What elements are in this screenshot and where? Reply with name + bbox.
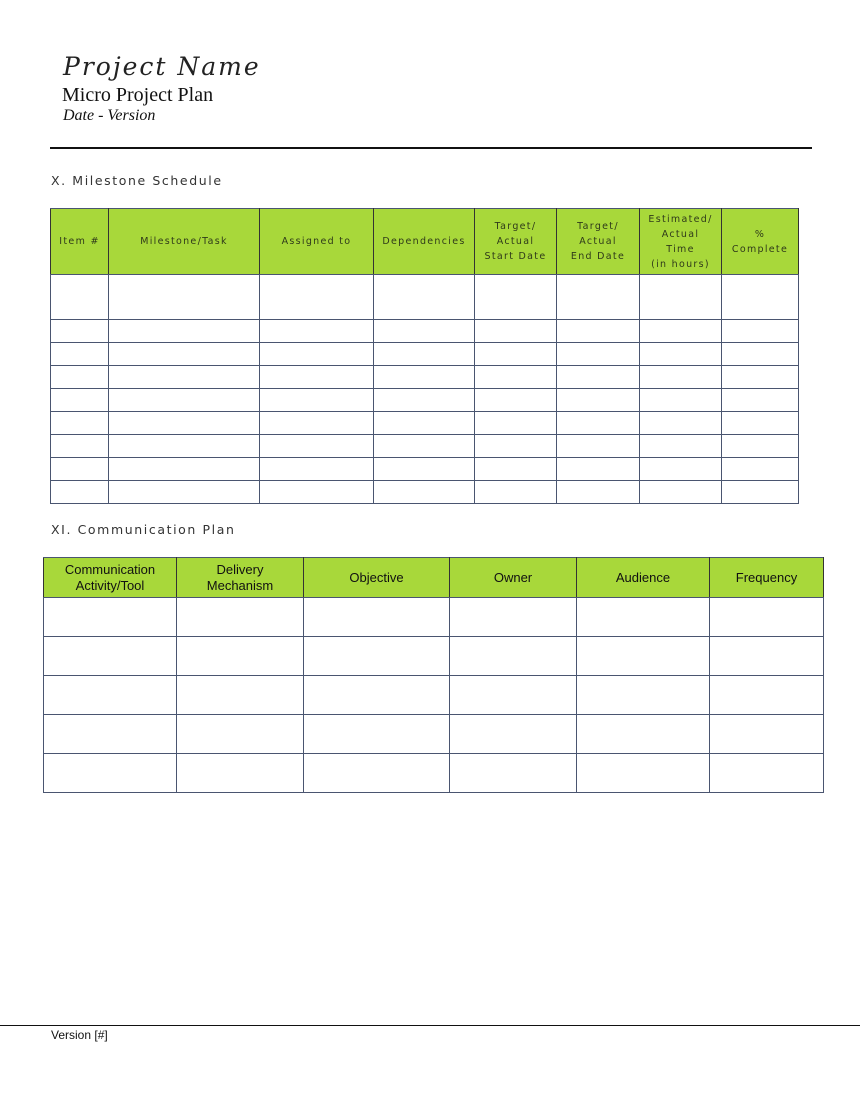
table-cell[interactable] xyxy=(640,320,722,343)
table-cell[interactable] xyxy=(109,458,260,481)
header-label-line: Mechanism xyxy=(206,577,274,593)
table-cell[interactable] xyxy=(51,343,109,366)
milestone_section-header-cell xyxy=(557,209,640,275)
header-label-line: Time xyxy=(666,243,695,255)
header-label-line: Actual xyxy=(496,236,535,247)
table-cell[interactable] xyxy=(710,637,824,676)
table-cell[interactable] xyxy=(557,275,640,320)
table-cell[interactable] xyxy=(722,389,799,412)
table-cell[interactable] xyxy=(577,676,710,715)
footer-divider xyxy=(0,1025,860,1026)
header-label-line: End Date xyxy=(570,251,626,262)
table-cell[interactable] xyxy=(374,366,475,389)
table-cell[interactable] xyxy=(722,366,799,389)
table-cell[interactable] xyxy=(374,275,475,320)
header-label-line: Estimated/ xyxy=(648,213,713,225)
milestone_section-header-cell xyxy=(475,209,557,275)
milestone_section-header-cell xyxy=(374,209,475,275)
table-cell[interactable] xyxy=(450,598,577,637)
table-cell[interactable] xyxy=(640,275,722,320)
table-cell[interactable] xyxy=(260,320,374,343)
table-cell[interactable] xyxy=(51,435,109,458)
table-cell[interactable] xyxy=(260,435,374,458)
table-cell[interactable] xyxy=(44,637,177,676)
table-cell[interactable] xyxy=(304,754,450,793)
table-cell[interactable] xyxy=(450,637,577,676)
milestone_section-header-cell xyxy=(51,209,109,275)
table-cell[interactable] xyxy=(177,676,304,715)
table-cell[interactable] xyxy=(177,754,304,793)
header-label-line: Frequency xyxy=(735,569,798,585)
header-label-line: Item # xyxy=(59,236,100,247)
table-cell[interactable] xyxy=(475,458,557,481)
header-label-line: Activity/Tool xyxy=(75,577,145,593)
table-cell[interactable] xyxy=(722,435,799,458)
table-row xyxy=(44,637,824,676)
table-cell[interactable] xyxy=(557,458,640,481)
table-row xyxy=(44,715,824,754)
table-cell[interactable] xyxy=(475,366,557,389)
table-cell[interactable] xyxy=(640,389,722,412)
header-label-line: Dependencies xyxy=(382,236,466,247)
communication_section-header-cell xyxy=(450,558,577,598)
header-label-line: Communication xyxy=(64,561,156,577)
project-name: Project Name xyxy=(63,52,261,81)
table-cell[interactable] xyxy=(577,598,710,637)
table-cell[interactable] xyxy=(109,366,260,389)
table-row xyxy=(51,435,799,458)
table-cell[interactable] xyxy=(557,389,640,412)
table-cell[interactable] xyxy=(640,343,722,366)
table-cell[interactable] xyxy=(260,481,374,504)
table-cell[interactable] xyxy=(44,598,177,637)
header-label-line: Target/ xyxy=(577,221,619,232)
table-cell[interactable] xyxy=(475,412,557,435)
table-cell[interactable] xyxy=(557,343,640,366)
table-cell[interactable] xyxy=(260,275,374,320)
table-cell[interactable] xyxy=(260,343,374,366)
table-row xyxy=(51,458,799,481)
communication_section-header-cell xyxy=(177,558,304,598)
communication-plan-table xyxy=(43,557,824,793)
table-row xyxy=(44,754,824,793)
table-cell[interactable] xyxy=(710,676,824,715)
table-cell[interactable] xyxy=(109,275,260,320)
table-cell[interactable] xyxy=(640,366,722,389)
table-cell[interactable] xyxy=(450,754,577,793)
milestone_section-header-cell xyxy=(640,209,722,275)
table-cell[interactable] xyxy=(109,320,260,343)
table-cell[interactable] xyxy=(475,320,557,343)
communication_section-header-cell xyxy=(577,558,710,598)
header-label-line: Target/ xyxy=(494,221,537,232)
table-cell[interactable] xyxy=(304,637,450,676)
table-cell[interactable] xyxy=(710,754,824,793)
table-row xyxy=(51,320,799,343)
header-label-line: Actual xyxy=(661,228,700,240)
table-cell[interactable] xyxy=(722,275,799,320)
table-cell[interactable] xyxy=(640,412,722,435)
table-cell[interactable] xyxy=(557,435,640,458)
header-label-line: Owner xyxy=(493,569,533,585)
header-label-line: Complete xyxy=(731,243,789,255)
table-cell[interactable] xyxy=(722,481,799,504)
milestone_section-header-cell xyxy=(722,209,799,275)
table-cell[interactable] xyxy=(374,412,475,435)
table-cell[interactable] xyxy=(109,435,260,458)
table-cell[interactable] xyxy=(109,389,260,412)
table-cell[interactable] xyxy=(475,275,557,320)
table-cell[interactable] xyxy=(51,320,109,343)
table-cell[interactable] xyxy=(710,598,824,637)
table-cell[interactable] xyxy=(51,412,109,435)
communication_section-header-cell xyxy=(44,558,177,598)
table-cell[interactable] xyxy=(304,676,450,715)
table-cell[interactable] xyxy=(260,458,374,481)
table-cell[interactable] xyxy=(374,320,475,343)
table-cell[interactable] xyxy=(44,676,177,715)
table-cell[interactable] xyxy=(722,343,799,366)
table-cell[interactable] xyxy=(177,715,304,754)
table-cell[interactable] xyxy=(374,389,475,412)
table-cell[interactable] xyxy=(51,481,109,504)
table-cell[interactable] xyxy=(304,598,450,637)
header-label-line: (in hours) xyxy=(651,258,710,270)
table-cell[interactable] xyxy=(260,366,374,389)
table-cell[interactable] xyxy=(577,637,710,676)
table-cell[interactable] xyxy=(177,598,304,637)
table-cell[interactable] xyxy=(374,481,475,504)
table-cell[interactable] xyxy=(51,366,109,389)
table-cell[interactable] xyxy=(722,412,799,435)
header-label-line: Actual xyxy=(579,236,617,247)
table-cell[interactable] xyxy=(374,435,475,458)
table-cell[interactable] xyxy=(109,412,260,435)
table-cell[interactable] xyxy=(557,366,640,389)
header-label-line: Audience xyxy=(615,569,671,585)
table-cell[interactable] xyxy=(109,481,260,504)
table-cell[interactable] xyxy=(577,715,710,754)
table-cell[interactable] xyxy=(51,458,109,481)
table-cell[interactable] xyxy=(557,481,640,504)
table-cell[interactable] xyxy=(44,754,177,793)
table-row xyxy=(44,598,824,637)
milestone_section-header-cell xyxy=(109,209,260,275)
table-cell[interactable] xyxy=(640,435,722,458)
header-label-line: Start Date xyxy=(484,251,547,262)
table-cell[interactable] xyxy=(44,715,177,754)
header-label-line: Assigned to xyxy=(281,236,352,247)
table-cell[interactable] xyxy=(475,435,557,458)
table-cell[interactable] xyxy=(450,715,577,754)
table-cell[interactable] xyxy=(304,715,450,754)
table-cell[interactable] xyxy=(557,412,640,435)
table-row xyxy=(51,275,799,320)
table-row xyxy=(51,343,799,366)
table-row xyxy=(51,389,799,412)
table-cell[interactable] xyxy=(722,320,799,343)
header-label-line: % xyxy=(754,228,766,240)
header-label-line: Objective xyxy=(349,569,404,585)
milestone-schedule-table xyxy=(50,208,799,504)
table-row xyxy=(51,481,799,504)
table-cell[interactable] xyxy=(51,389,109,412)
table-row xyxy=(51,366,799,389)
footer-version: Version [#] xyxy=(51,1028,108,1042)
table-cell[interactable] xyxy=(51,275,109,320)
communication-plan-heading: XI. Communication Plan xyxy=(51,522,236,537)
table-cell[interactable] xyxy=(577,754,710,793)
communication_section-header-cell xyxy=(304,558,450,598)
table-row xyxy=(44,676,824,715)
table-cell[interactable] xyxy=(260,389,374,412)
table-cell[interactable] xyxy=(475,481,557,504)
header-label-line: Delivery xyxy=(216,561,264,577)
table-cell[interactable] xyxy=(177,637,304,676)
table-cell[interactable] xyxy=(475,389,557,412)
table-cell[interactable] xyxy=(374,343,475,366)
milestone-schedule-heading: X. Milestone Schedule xyxy=(51,173,223,188)
table-cell[interactable] xyxy=(109,343,260,366)
table-cell[interactable] xyxy=(450,676,577,715)
table-cell[interactable] xyxy=(710,715,824,754)
table-cell[interactable] xyxy=(722,458,799,481)
table-cell[interactable] xyxy=(260,412,374,435)
plan-title: Micro Project Plan xyxy=(62,84,214,106)
header-divider xyxy=(50,147,812,149)
table-cell[interactable] xyxy=(557,320,640,343)
date-version: Date - Version xyxy=(63,107,156,124)
table-cell[interactable] xyxy=(640,458,722,481)
milestone_section-header-cell xyxy=(260,209,374,275)
table-cell[interactable] xyxy=(640,481,722,504)
communication_section-header-cell xyxy=(710,558,824,598)
header-label-line: Milestone/Task xyxy=(140,236,228,247)
table-row xyxy=(51,412,799,435)
table-cell[interactable] xyxy=(475,343,557,366)
table-cell[interactable] xyxy=(374,458,475,481)
